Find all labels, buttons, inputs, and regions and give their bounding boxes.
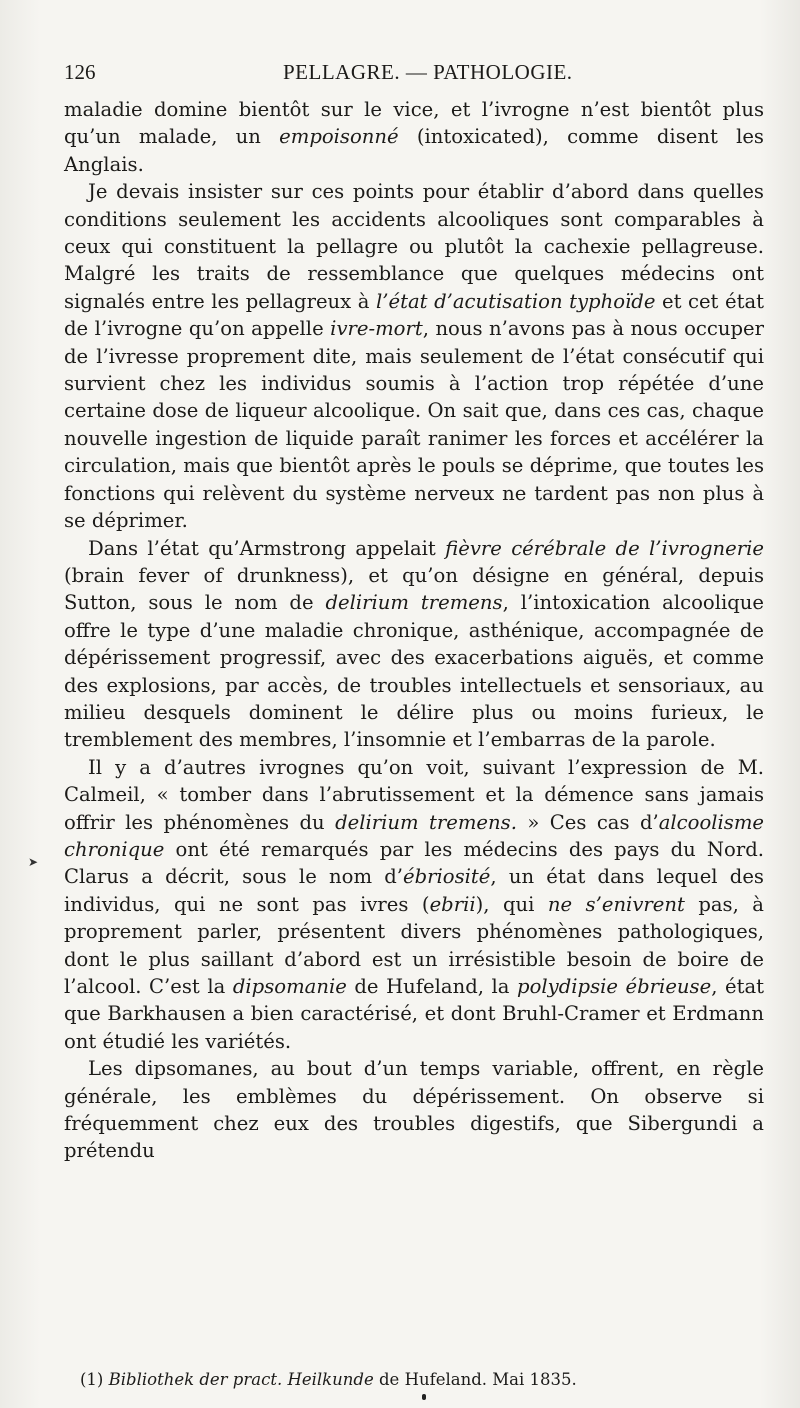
text-run: » Ces cas d’: [516, 810, 659, 834]
text-run: et cet état de l’ivrogne qu’on appelle: [64, 289, 765, 341]
italic-text: polydipsie ébrieuse: [517, 975, 712, 998]
text-run: Il y a d’autres ivrognes qu’on voit, suivant l’expression de M. Calmeil, « tomber dans l’abrutissement et la démence sans jamais offrir les phénomènes du: [64, 755, 764, 834]
text-run: ), qui: [475, 892, 548, 916]
running-header: [64, 60, 764, 88]
text-run: pas, à proprement parler, présentent divers phénomènes pathologiques, dont le plus saillant d’abord est un irrésistible besoin de boire de l’alcool. C’est la: [64, 892, 764, 998]
text-run: , l’intoxication alcoolique offre le type d’une maladie chronique, asthénique, accompagnée de dépérissement progressif, avec des exacerbations aiguës, et comme des explosions, par accès, de troubles intellectuels et sensoriaux, au milieu desquels dominent le délire plus ou moins furieux, le tremblement des membres, l’insomnie et l’embarras de la parole.: [64, 591, 764, 752]
footnote-text: (1): [80, 1370, 109, 1389]
text-run: (brain fever of drunkness), et qu’on désigne en général, depuis Sutton, sous le nom de: [64, 563, 764, 615]
text-run: , nous n’avons pas à nous occuper de l’ivresse proprement dite, mais seulement de l’état consécutif qui survient chez les individus soumis à l’action trop répétée d’une certaine dose de liqueur alcoolique. On sait que, dans ces cas, chaque nouvelle ingestion de liquide paraît ranimer les forces et accélérer la circulation, mais que bientôt après le pouls se déprime, que toutes les fonctions qui relèvent du système nerveux ne tardent pas non plus à se déprimer.: [64, 317, 764, 533]
text-run: Les dipsomanes, au bout d’un temps variable, offrent, en règle générale, les emblèmes du dépérissement. On observe si fréquemment chez eux des troubles digestifs, que Sibergundi a prétendu: [64, 1057, 764, 1163]
margin-mark: ➤: [28, 855, 39, 869]
italic-text: empoisonné: [279, 125, 399, 149]
text-run: Dans l’état qu’Armstrong appelait: [88, 536, 446, 560]
italic-text: fièvre cérébrale de l’ivrognerie: [445, 536, 764, 560]
italic-text: alcoolisme chronique: [64, 810, 765, 861]
paragraph: [64, 1055, 764, 1165]
text-run: , état que Barkhausen a bien caractérisé, et dont Bruhl-Cramer et Erdmann ont étudié les variétés.: [64, 975, 764, 1053]
body-text: [64, 96, 764, 1165]
paragraph: [64, 178, 764, 534]
italic-text: delirium tremens.: [335, 810, 517, 834]
text-run: Je devais insister sur ces points pour établir d’abord dans quelles conditions seulement les accidents alcooliques sont comparables à ceux qui constituent la pellagre ou plutôt la cachexie pellagreuse. Malgré les traits de ressemblance que quelques médecins ont signalés entre les pellagreux à: [64, 180, 764, 313]
footnote-italic: Bibliothek der pract. Heilkunde: [108, 1370, 374, 1389]
running-title: PELLAGRE. — PATHOLOGIE.: [283, 60, 573, 84]
paragraph: [64, 96, 764, 178]
italic-text: ivre-mort: [330, 317, 423, 341]
italic-text: ebrii: [429, 892, 476, 916]
text-run: maladie domine bientôt sur le vice, et l’ivrogne n’est bientôt plus qu’un malade, un: [64, 98, 764, 149]
italic-text: ébriosité: [403, 865, 491, 889]
italic-text: delirium tremens: [325, 591, 503, 615]
italic-text: ne s’enivrent: [547, 892, 685, 916]
italic-text: l’état d’acutisation typhoïde: [376, 289, 656, 313]
page-number: 126: [64, 60, 96, 84]
text-run: de Hufeland, la: [346, 975, 518, 998]
footnote: [80, 1369, 760, 1391]
text-run: (intoxicated), comme disent les Anglais.: [64, 125, 764, 176]
italic-text: dipsomanie: [232, 975, 347, 998]
text-run: , un état dans lequel des individus, qui ne sont pas ivres (: [64, 865, 764, 916]
footnote-text: de Hufeland. Mai 1835.: [373, 1370, 577, 1389]
text-run: ont été remarqués par les médecins des pays du Nord. Clarus a décrit, sous le nom d’: [64, 837, 764, 889]
paragraph: [64, 535, 764, 754]
printer-dot: [422, 1394, 426, 1400]
paragraph: [64, 754, 764, 1055]
